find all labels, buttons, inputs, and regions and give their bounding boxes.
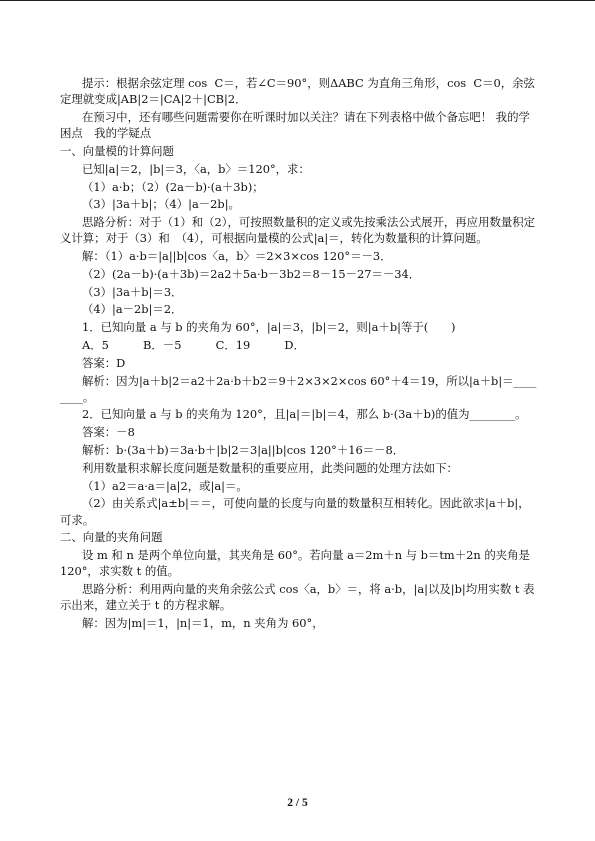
paragraph: 答案：－8 xyxy=(82,425,135,440)
paragraph: （3）|3a＋b|＝3． xyxy=(82,284,183,299)
paragraph: 解析：因为|a＋b|2＝a2＋2a·b＋b2＝9＋2×3×2×cos 60°＋4＝19，所以|a＋b|＝________。 xyxy=(60,373,537,404)
section-heading: 一、向量模的计算问题 xyxy=(60,143,174,158)
paragraph: 1．已知向量 a 与 b 的夹角为 60°，|a|＝3，|b|＝2，则|a＋b|等于( ) xyxy=(82,320,456,335)
document-body xyxy=(60,75,540,633)
paragraph: 解：（1）a·b＝|a||b|cos〈a，b〉＝2×3×cos 120°＝－3． xyxy=(82,249,392,264)
paragraph: （1）a·b；（2）(2a－b)·(a＋3b)； xyxy=(82,179,264,194)
paragraph: A．5 B．－5 C．19 D． xyxy=(82,337,305,352)
section-heading: 二、向量的夹角问题 xyxy=(60,530,163,545)
paragraph: 答案：D xyxy=(82,355,126,370)
paragraph: 已知|a|＝2，|b|＝3，〈a，b〉＝120°，求： xyxy=(82,161,310,176)
paragraph: （4）|a－2b|＝2． xyxy=(82,302,183,317)
paragraph: 思路分析：利用两向量的夹角余弦公式 cos〈a，b〉＝，将 a·b，|a|以及|b|均用实数 t 表示出来，建立关于 t 的方程求解。 xyxy=(60,582,535,613)
paragraph: 思路分析：对于（1）和（2），可按照数量积的定义或先按乘法公式展开，再应用数量积定义计算；对于（3）和 （4），可根据向量模的公式|a|＝，转化为数量积的计算问题。 xyxy=(60,215,536,246)
paragraph: 解析：b·(3a＋b)＝3a·b＋|b|2＝3|a||b|cos 120°＋16＝－8． xyxy=(82,443,405,458)
top-rule xyxy=(0,0,595,1)
paragraph: （2）(2a－b)·(a＋3b)＝2a2＋5a·b－3b2＝8－15－27＝－34． xyxy=(82,266,421,281)
paragraph: 2．已知向量 a 与 b 的夹角为 120°，且|a|＝|b|＝4，那么 b·(3a＋b)的值为________。 xyxy=(82,407,527,422)
page-number: 2 / 5 xyxy=(287,797,308,809)
paragraph: 利用数量积求解长度问题是数量积的重要应用，此类问题的处理方法如下： xyxy=(82,460,458,475)
paragraph: 在预习中，还有哪些问题需要你在听课时加以关注？请在下列表格中做个备忘吧！ 我的学困点 我的学疑点 xyxy=(60,109,530,141)
paragraph: （1）a2＝a·a＝|a|2，或|a|＝。 xyxy=(82,478,248,493)
paragraph: 设 m 和 n 是两个单位向量，其夹角是 60°。若向量 a＝2m＋n 与 b＝tm＋2n 的夹角是 120°，求实数 t 的值。 xyxy=(60,548,534,579)
paragraph: （2）由关系式|a±b|＝＝，可使向量的长度与向量的数量积互相转化。因此欲求|a＋b|，可求。 xyxy=(60,496,530,527)
paragraph: 提示：根据余弦定理 cos C＝，若∠C＝90°，则ΔABC 为直角三角形，cos C＝0，余弦定理就变成|AB|2＝|CA|2＋|CB|2． xyxy=(60,76,535,107)
paragraph: 解：因为|m|＝1，|n|＝1，m，n 夹角为 60°， xyxy=(82,616,324,631)
paragraph: （3）|3a＋b|；（4）|a－2b|。 xyxy=(82,197,240,212)
